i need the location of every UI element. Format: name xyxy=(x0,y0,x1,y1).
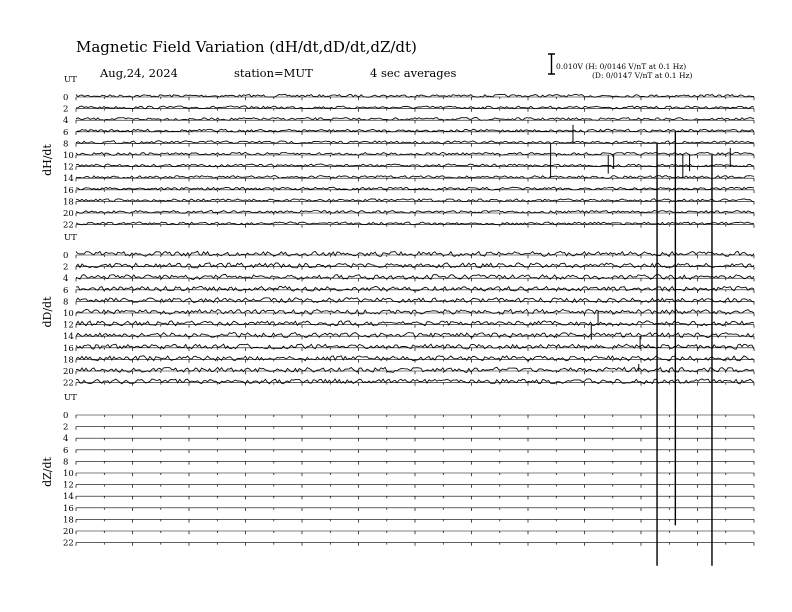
row-label: 4 xyxy=(63,116,69,127)
hour-ticks xyxy=(76,461,754,464)
ut-label: UT xyxy=(64,75,77,85)
hour-ticks xyxy=(76,143,754,146)
row-label: 8 xyxy=(63,457,69,468)
hour-ticks xyxy=(76,543,754,546)
scale-bar-icon xyxy=(548,54,555,74)
hour-ticks xyxy=(76,519,754,522)
ut-label: UT xyxy=(64,393,77,403)
row-label: 0 xyxy=(63,411,69,421)
hour-ticks xyxy=(76,201,754,204)
hour-ticks xyxy=(76,531,754,534)
hour-ticks xyxy=(76,190,754,193)
row-label: 10 xyxy=(63,151,74,161)
hour-ticks xyxy=(76,109,754,112)
component-label: dD/dt xyxy=(41,296,54,328)
row-label: 0 xyxy=(63,93,69,103)
hour-ticks xyxy=(76,508,754,511)
row-label: 6 xyxy=(63,285,69,296)
row-label: 18 xyxy=(63,355,74,366)
hour-ticks xyxy=(76,178,754,181)
variation-trace xyxy=(76,251,754,256)
row-label: 16 xyxy=(63,343,74,354)
row-label: 4 xyxy=(63,274,69,285)
panel-1 xyxy=(41,75,754,231)
chart-date: Aug,24, 2024 xyxy=(100,66,178,80)
row-label: 12 xyxy=(63,320,74,331)
row-label: 12 xyxy=(63,162,74,173)
row-label: 8 xyxy=(63,297,69,308)
row-label: 22 xyxy=(63,220,74,231)
hour-ticks xyxy=(76,485,754,488)
row-label: 2 xyxy=(63,262,69,273)
row-label: 20 xyxy=(63,527,74,537)
row-label: 18 xyxy=(63,197,74,208)
station-label: station=MUT xyxy=(234,66,313,80)
row-label: 20 xyxy=(63,209,74,219)
hour-ticks xyxy=(76,473,754,476)
row-label: 0 xyxy=(63,251,69,261)
variation-trace xyxy=(76,274,754,279)
row-label: 10 xyxy=(63,309,74,319)
row-label: 14 xyxy=(63,174,74,185)
row-label: 6 xyxy=(63,445,69,456)
component-label: dH/dt xyxy=(41,144,54,176)
averaging-label: 4 sec averages xyxy=(370,66,457,80)
row-label: 18 xyxy=(63,515,74,526)
hour-ticks xyxy=(76,167,754,170)
component-label: dZ/dt xyxy=(41,457,54,487)
hour-ticks xyxy=(76,301,754,304)
scale-value: 0.010V xyxy=(556,62,583,71)
hour-ticks xyxy=(76,415,754,418)
row-label: 12 xyxy=(63,480,74,491)
variation-trace xyxy=(76,356,754,361)
row-label: 16 xyxy=(63,185,74,196)
row-label: 8 xyxy=(63,139,69,150)
row-label: 16 xyxy=(63,503,74,514)
row-label: 2 xyxy=(63,104,69,115)
hour-ticks xyxy=(76,325,754,328)
hour-ticks xyxy=(76,450,754,453)
h-sensitivity: (H: 0/0146 V/nT at 0.1 Hz) xyxy=(585,62,687,71)
hour-ticks xyxy=(76,348,754,351)
panel-3 xyxy=(41,393,754,549)
row-label: 10 xyxy=(63,469,74,479)
hour-ticks xyxy=(76,496,754,499)
variation-trace xyxy=(76,333,754,338)
chart-title: Magnetic Field Variation (dH/dt,dD/dt,dZ/dt) xyxy=(76,38,417,56)
variation-trace xyxy=(76,263,754,268)
hour-ticks xyxy=(76,427,754,430)
hour-ticks xyxy=(76,438,754,441)
ut-label: UT xyxy=(64,233,77,243)
hour-ticks xyxy=(76,155,754,158)
row-label: 6 xyxy=(63,127,69,138)
row-label: 22 xyxy=(63,378,74,389)
row-label: 2 xyxy=(63,422,69,433)
row-label: 14 xyxy=(63,332,74,343)
row-label: 22 xyxy=(63,538,74,549)
row-label: 20 xyxy=(63,367,74,377)
row-label: 14 xyxy=(63,492,74,503)
hour-ticks xyxy=(76,120,754,123)
panel-2 xyxy=(41,233,754,389)
d-sensitivity: (D: 0/0147 V/nT at 0.1 Hz) xyxy=(592,71,693,80)
hour-ticks xyxy=(76,97,754,100)
hour-ticks xyxy=(76,213,754,216)
row-label: 4 xyxy=(63,434,69,445)
